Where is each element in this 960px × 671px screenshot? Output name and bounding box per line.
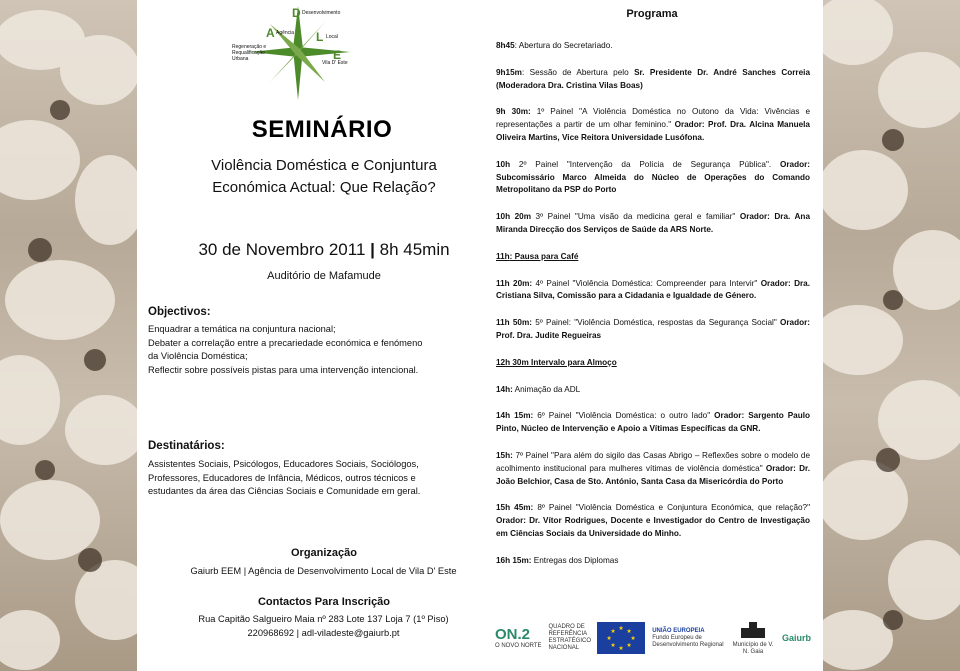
program-time: 14h: <box>496 384 513 394</box>
program-time: 9h 30m: <box>496 107 531 117</box>
program-item <box>496 278 810 304</box>
logo-word-local: Local <box>326 34 338 40</box>
objective-line: Reflectir sobre possíveis pistas para uma intervenção intencional. <box>148 364 419 375</box>
time-text: 8h 45min <box>379 240 450 259</box>
program-speaker: Orador: Sargento Paulo Pinto, Núcleo de Intervenção e Apoio a Vítimas Específicas da GNR. <box>496 411 810 434</box>
program-speaker: Sr. Presidente Dr. André Sanches Correia (Moderadora Dra. Cristina Vilas Boas) <box>496 67 810 90</box>
contacts-heading: Contactos Para Inscrição <box>257 596 391 608</box>
program-description: 2º Painel "Intervenção da Polícia de Segurança Pública". <box>510 159 780 169</box>
eu-title: UNIÃO EUROPEIA <box>652 627 705 634</box>
program-item <box>496 159 810 197</box>
contact-email[interactable]: adl-viladeste@gaiurb.pt <box>301 628 400 638</box>
eu-text <box>652 628 724 649</box>
contact-phone: 220968692 <box>247 628 295 638</box>
castle-icon <box>738 621 768 639</box>
flower-panel-right <box>823 0 960 671</box>
program-time: 12h 30m Intervalo para Almoço <box>496 357 617 367</box>
audience-list <box>148 458 453 499</box>
program-item <box>496 555 810 568</box>
audience-line: Professores, Educadores de Infância, Médicos, outros técnicos e <box>148 472 416 483</box>
on2-logo <box>495 626 542 650</box>
program-description: Animação da ADL <box>512 384 581 394</box>
contact-line <box>137 628 510 638</box>
program-item <box>496 317 810 343</box>
program-item <box>496 450 810 488</box>
program-time: 11h <box>496 251 510 261</box>
program-speaker: Orador: Dra. Cristiana Silva, Comissão para a Cidadania e Igualdade de Género. <box>496 278 811 301</box>
program-item <box>496 502 810 540</box>
audience-line: Assistentes Sociais, Psicólogos, Educadores Sociais, Sociólogos, <box>148 459 419 469</box>
logo-word-vila: Vila D' Este <box>322 60 348 66</box>
venue: Auditório de Mafamude <box>267 270 381 282</box>
program-time: 8h45 <box>496 41 515 50</box>
logo-letter-d: D <box>292 6 301 20</box>
on2-tagline: O NOVO NORTE <box>495 643 542 649</box>
program-time: 10h <box>496 159 511 169</box>
program-speaker: Orador: Dr. Vítor Rodrigues, Docente e Investigador do Centro de Investigação em Ciências Sociais da Universidade do Minho. <box>496 516 810 538</box>
logo-word-regeneracao: Regeneração e <box>232 44 267 50</box>
logo-word-requalificacao: Requalificação <box>232 50 265 56</box>
on2-mark: ON.2 <box>495 626 531 643</box>
pansy-pattern-right <box>823 0 960 671</box>
date-separator: | <box>370 240 380 259</box>
program-description: 3º Painel "Uma visão da medicina geral e familiar" <box>531 212 740 222</box>
objectives-heading: Objectivos: <box>148 306 211 318</box>
contact-separator: | <box>296 628 302 638</box>
logo-word-urbana: Urbana <box>232 56 249 62</box>
program-time: 16h 15m: <box>496 555 532 565</box>
program-item <box>496 40 810 53</box>
program-description: 4º Painel "Violência Doméstica: Compreender para Intervir" <box>532 278 761 288</box>
subtitle-line-1: Violência Doméstica e Conjuntura <box>211 157 437 174</box>
logo-word-desenvolvimento: Desenvolvimento <box>302 10 341 16</box>
program-description: Entregas dos Diplomas <box>531 555 619 565</box>
program-speaker: Orador: Dr. João Belchior, Casa de Sto. António, Santa Casa da Misericórdia do Porto <box>496 463 810 486</box>
program-time: 11h 20m: <box>496 278 533 288</box>
audience-line: estudantes da área das Ciências Sociais e Comunidade em geral. <box>148 486 421 496</box>
program-speaker: Orador: Subcomissário Marco Almeida do Núcleo de Operações do Comando Metropolitano da PSP do Porto <box>496 159 810 195</box>
eu-flag-icon: ★ ★ ★ ★ ★ ★ ★ ★ <box>597 622 645 654</box>
logo-letter-l: L <box>316 30 324 44</box>
program-item <box>496 357 810 370</box>
program-time: 15h 45m: <box>496 503 534 513</box>
program-speaker: Orador: Prof. Dra. Alcina Manuela Oliveira Martins, Vice Reitora Universidade Lusófona. <box>496 120 810 142</box>
program-description: : Sessão de Abertura pelo <box>521 67 635 77</box>
objective-line: Enquadrar a temática na conjuntura nacional; <box>148 324 336 334</box>
qren-logo: QUADRO DE REFERÊNCIA ESTRATÉGICO NACIONAL <box>548 624 591 651</box>
program-speaker: Orador: Dra. Ana Miranda Direcção dos Serviços de Saúde da ARS Norte. <box>496 212 810 234</box>
program-time: 15h: <box>496 450 513 460</box>
seminar-subtitle <box>159 155 489 199</box>
program-item <box>496 410 810 436</box>
pansy-pattern-left <box>0 0 137 671</box>
program-description: : Abertura do Secretariado. <box>514 41 613 50</box>
objectives-list <box>148 323 453 377</box>
logo-letter-a: A <box>266 26 275 40</box>
program-time: 9h15m <box>496 67 522 77</box>
program-item <box>496 211 810 237</box>
program-description: 6º Painel "Violência Doméstica: o outro lado" <box>533 411 715 421</box>
program-time: 10h 20m <box>496 212 532 222</box>
program-item <box>496 67 810 93</box>
audience-heading: Destinatários: <box>148 440 225 452</box>
program-time: 11h 50m: <box>496 318 532 328</box>
program-title: Programa <box>626 8 678 20</box>
municipio-logo <box>731 621 775 656</box>
municipio-text: Município de V. N. Gaia <box>732 641 774 655</box>
adl-logo <box>230 4 370 102</box>
subtitle-line-2: Económica Actual: Que Relação? <box>212 179 436 196</box>
program-item <box>496 384 810 397</box>
program-description: 1º Painel "A Violência Doméstica no Outono da Vida: Vivências e representações a partir de um olhar feminino." <box>496 107 810 130</box>
program-description: 8º Painel "Violência Doméstica e Conjuntura Económica, que relação?" <box>533 503 811 513</box>
program-item <box>496 251 810 264</box>
organization-text: Gaiurb EEM | Agência de Desenvolvimento Local de Vila D' Este <box>190 566 457 576</box>
program-time: 14h 15m: <box>496 411 534 421</box>
logo-letter-e: E <box>333 48 342 62</box>
page-title: SEMINÁRIO <box>251 116 393 143</box>
objective-line: da Violência Doméstica; <box>148 351 248 361</box>
eu-fund: Fundo Europeu de Desenvolvimento Regional <box>652 634 724 648</box>
program-list <box>496 40 810 582</box>
objective-line: Debater a correlação entre a precariedade económica e fenómeno <box>148 337 423 348</box>
event-date <box>159 240 489 260</box>
flower-panel-left <box>0 0 137 671</box>
contact-address: Rua Capitão Salgueiro Maia nº 283 Lote 137 Loja 7 (1º Piso) <box>198 614 449 624</box>
date-text: 30 de Novembro 2011 <box>198 240 366 259</box>
gaiurb-logo: Gaiurb <box>781 633 811 643</box>
program-description: 5º Painel: "Violência Doméstica, respostas da Segurança Social" <box>532 318 780 328</box>
flyer-page <box>137 0 823 671</box>
program-description: : Pausa para Café <box>509 251 579 261</box>
logo-word-agencia: Agência <box>276 30 295 36</box>
program-description: 7º Painel "Para além do sigilo das Casas Abrigo – Reflexões sobre o modelo de acolhimento institucional para mulheres vítimas de violência doméstica" <box>496 450 810 473</box>
organization-heading: Organização <box>290 547 358 559</box>
sponsor-logos <box>495 620 811 656</box>
program-item <box>496 106 810 144</box>
program-speaker: Orador: Prof. Dra. Judite Regueiras <box>496 318 810 340</box>
